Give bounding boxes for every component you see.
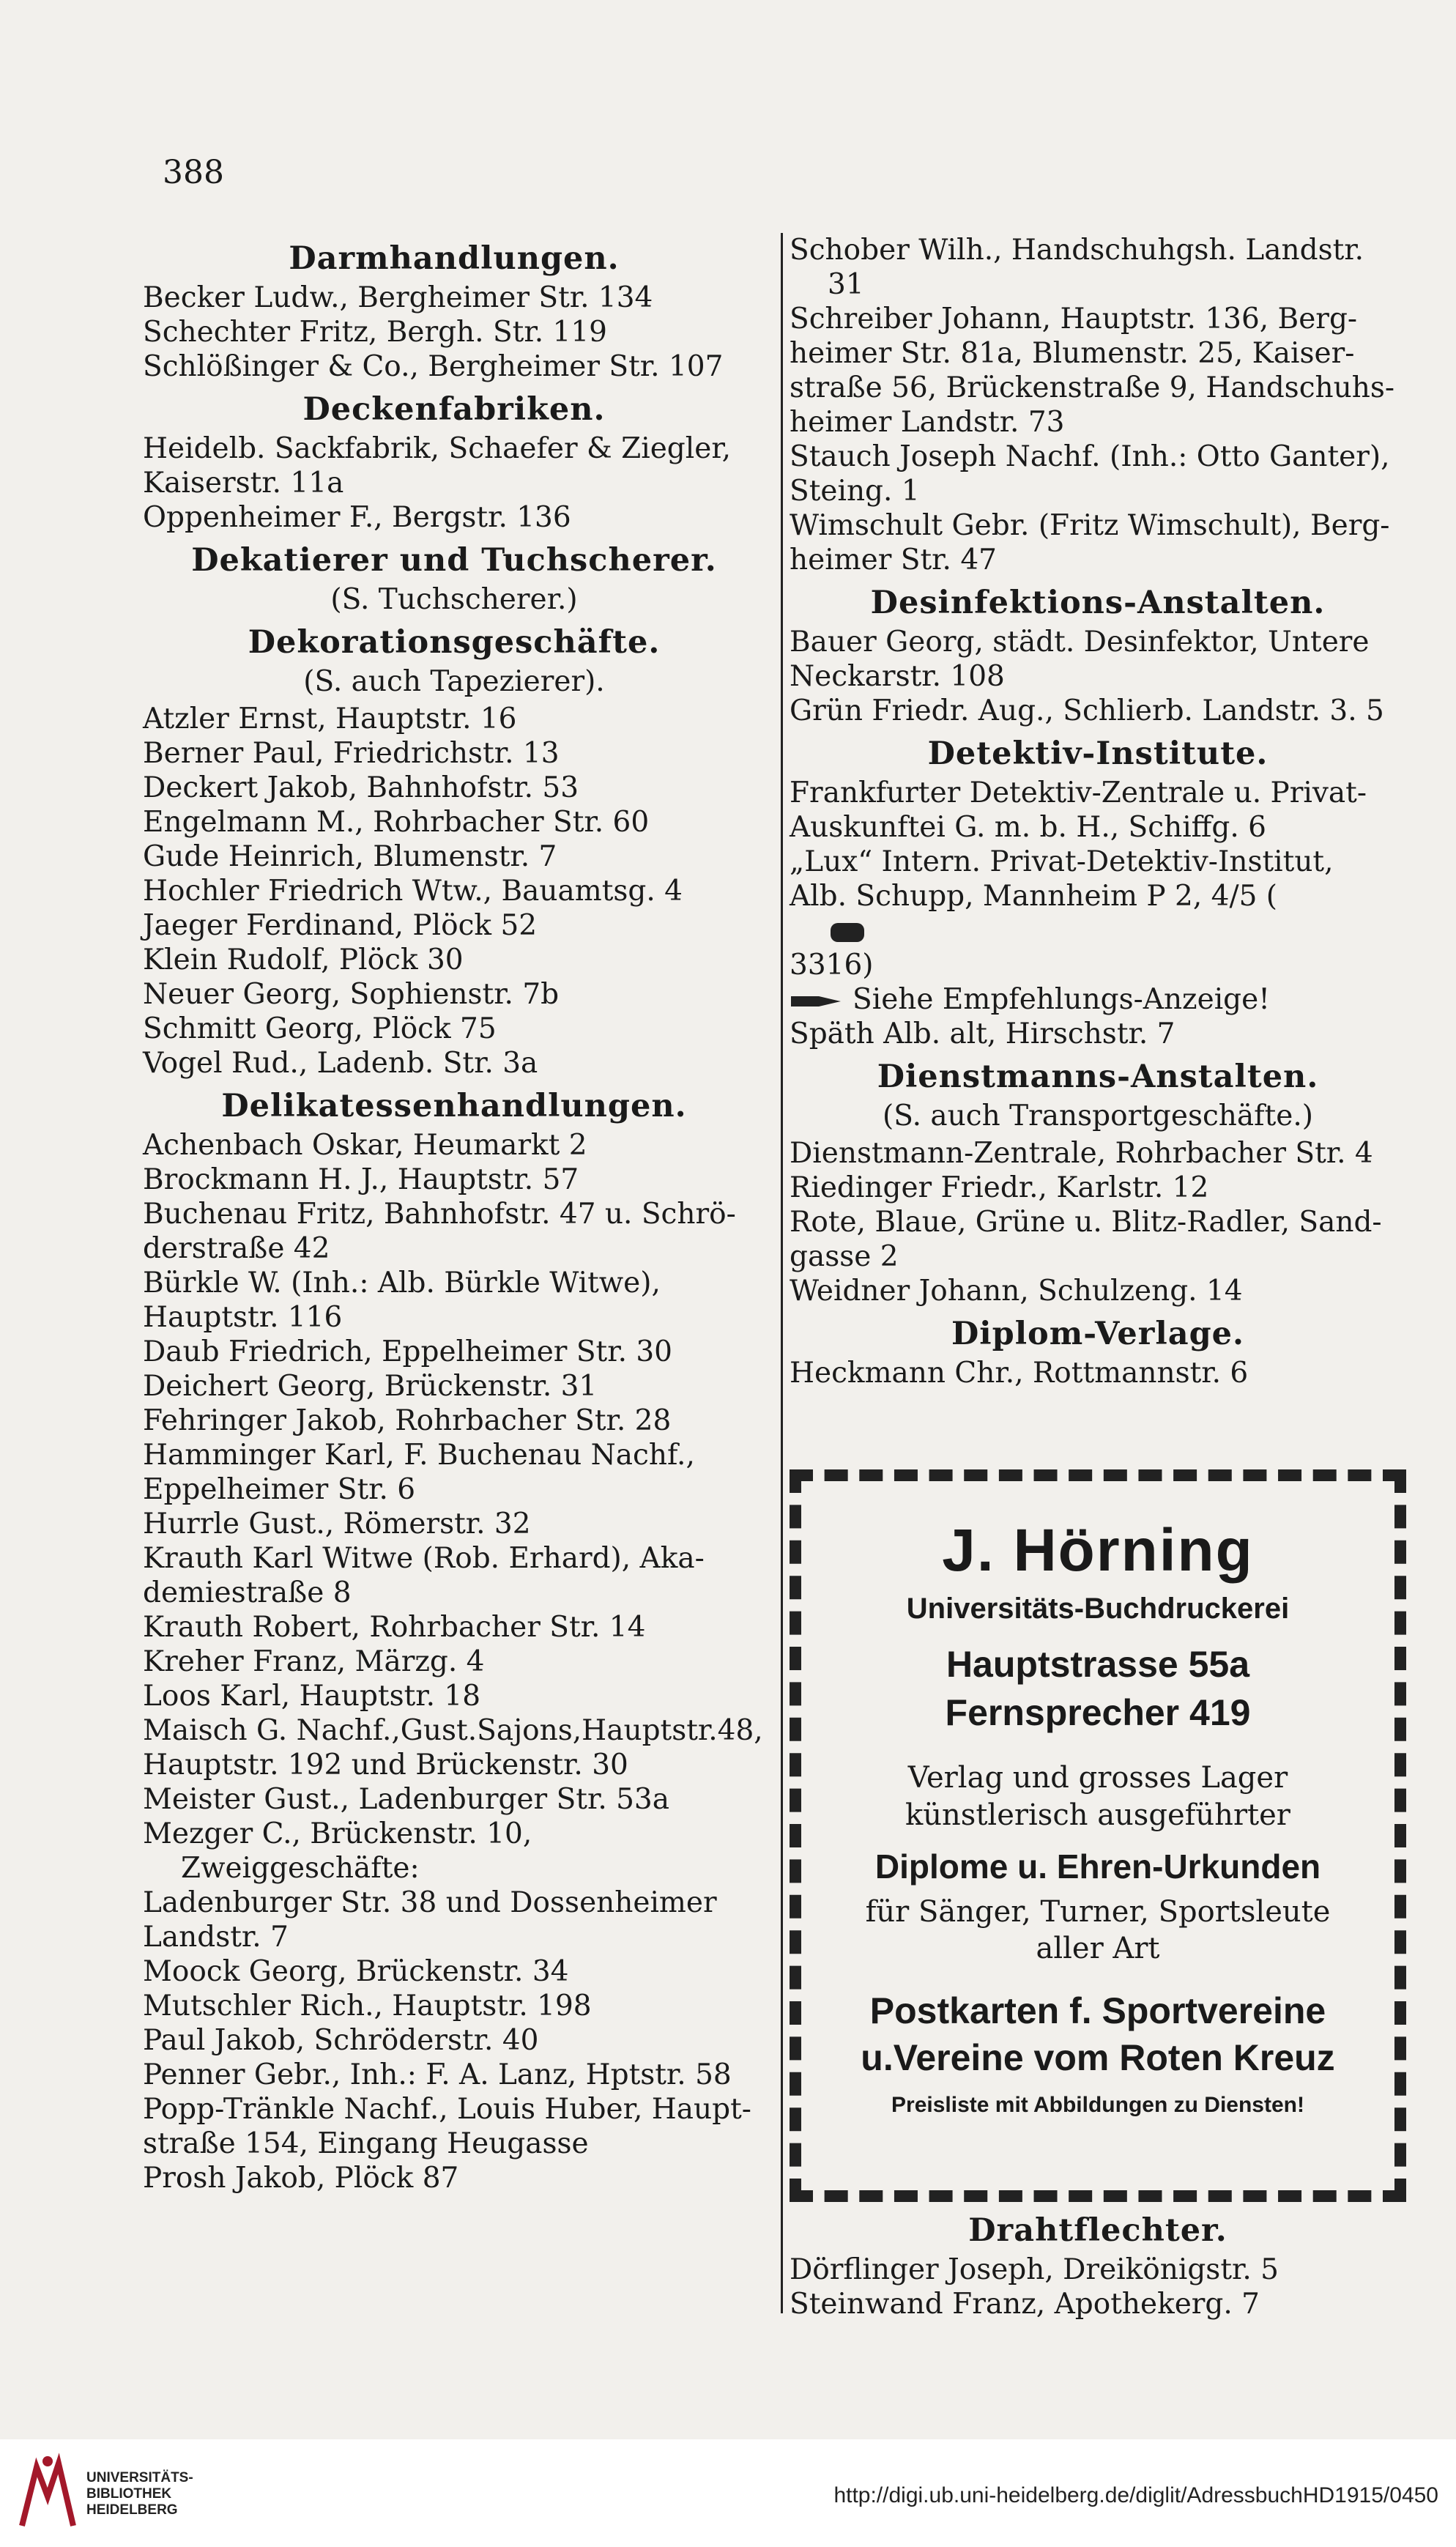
pointing-hand-icon xyxy=(790,992,842,1011)
list-item xyxy=(143,702,765,736)
source-url-link[interactable]: http://digi.ub.uni-heidelberg.de/diglit/AdressbuchHD1915/0450 xyxy=(833,2483,1438,2507)
list-item xyxy=(790,845,1406,982)
library-seal-icon xyxy=(15,2453,81,2533)
list-item xyxy=(143,1012,765,1046)
list-item xyxy=(143,281,765,315)
section-heading: Dekatierer und Tuchscherer. xyxy=(191,542,717,579)
entry-line: Wimschult Gebr. (Fritz Wimschult), Berg- xyxy=(790,509,1390,542)
entry-line: heimer Landstr. 73 xyxy=(790,406,1065,439)
entry-line: demiestraße 8 xyxy=(143,1576,352,1609)
section-heading: Darmhandlungen. xyxy=(289,240,620,277)
entry-line: 3316) xyxy=(790,949,874,982)
entry-line: Bürkle W. (Inh.: Alb. Bürkle Witwe), xyxy=(143,1267,661,1300)
entry-line: Oppenheimer F., Bergstr. 136 xyxy=(143,501,571,534)
entry-line: straße 154, Eingang Heugasse xyxy=(143,2127,589,2160)
entry-line: Dienstmann-Zentrale, Rohrbacher Str. 4 xyxy=(790,1137,1373,1170)
entry-line: straße 56, Brückenstraße 9, Handschuhs- xyxy=(790,371,1395,404)
entry-line: Loos Karl, Hauptstr. 18 xyxy=(143,1680,481,1713)
entry-line: Riedinger Friedr., Karlstr. 12 xyxy=(790,1171,1209,1204)
ad-line8: Preisliste mit Abbildungen zu Diensten! xyxy=(891,2093,1304,2117)
list-item xyxy=(790,508,1406,577)
list-item xyxy=(143,1128,765,1163)
entry-line: Achenbach Oskar, Heumarkt 2 xyxy=(143,1129,587,1162)
ad-phone: Fernsprecher 419 xyxy=(945,1692,1251,1733)
entry-line: Rote, Blaue, Grüne u. Blitz-Radler, Sand- xyxy=(790,1206,1382,1239)
column-divider xyxy=(781,233,783,2313)
entry-line: Gude Heinrich, Blumenstr. 7 xyxy=(143,840,557,873)
entry-line: Siehe Empfehlungs-Anzeige! xyxy=(853,983,1270,1016)
list-item xyxy=(143,1782,765,1817)
entry-line: Moock Georg, Brückenstr. 34 xyxy=(143,1955,569,1988)
list-item xyxy=(143,1679,765,1713)
entry-line: Neuer Georg, Sophienstr. 7b xyxy=(143,978,560,1011)
list-item xyxy=(143,874,765,908)
page-number: 388 xyxy=(163,154,224,191)
section-heading: Desinfektions-Anstalten. xyxy=(870,585,1326,621)
entry-line: Fehringer Jakob, Rohrbacher Str. 28 xyxy=(143,1404,672,1437)
entry-line: Heckmann Chr., Rottmannstr. 6 xyxy=(790,1357,1249,1390)
list-item xyxy=(143,839,765,874)
entry-line: Eppelheimer Str. 6 xyxy=(143,1473,416,1506)
entry-line: Krauth Karl Witwe (Rob. Erhard), Aka- xyxy=(143,1542,705,1575)
section-heading: Dekorationsgeschäfte. xyxy=(248,624,661,661)
entry-line: Kaiserstr. 11a xyxy=(143,467,344,500)
entry-line: Neckarstr. 108 xyxy=(790,660,1005,693)
list-item xyxy=(143,1713,765,1782)
ad-subtitle: Universitäts-Buchdruckerei xyxy=(906,1593,1290,1625)
list-item xyxy=(143,1266,765,1335)
entry-line: Weidner Johann, Schulzeng. 14 xyxy=(790,1275,1243,1308)
list-item xyxy=(143,1046,765,1080)
section-note: (S. auch Tapezierer). xyxy=(303,665,605,698)
section-heading: Delikatessenhandlungen. xyxy=(221,1088,687,1124)
section-heading: Dienstmanns-Anstalten. xyxy=(877,1059,1319,1095)
entry-line: Landstr. 7 xyxy=(143,1921,289,1954)
list-item xyxy=(143,1541,765,1610)
entry-line: Hochler Friedrich Wtw., Bauamtsg. 4 xyxy=(143,875,683,908)
entry-line: Prosh Jakob, Plöck 87 xyxy=(143,2162,459,2195)
entry-line: „Lux“ Intern. Privat-Detektiv-Institut, xyxy=(790,845,1334,878)
entry-line: Deichert Georg, Brückenstr. 31 xyxy=(143,1370,598,1403)
list-item xyxy=(143,1645,765,1679)
entry-line: Engelmann M., Rohrbacher Str. 60 xyxy=(143,806,650,839)
list-item xyxy=(790,1274,1406,1308)
section-note: (S. Tuchscherer.) xyxy=(330,583,578,616)
list-item xyxy=(143,431,765,500)
list-item xyxy=(790,440,1406,508)
entry-line: Schober Wilh., Handschuhgsh. Landstr. 31 xyxy=(790,234,1364,301)
list-item xyxy=(143,736,765,771)
ad-address: Hauptstrasse 55a xyxy=(946,1644,1250,1685)
hoerning-advertisement xyxy=(790,1469,1406,2202)
list-item xyxy=(790,1205,1406,1274)
entry-line: Jaeger Ferdinand, Plöck 52 xyxy=(143,909,538,942)
entry-line: Buchenau Fritz, Bahnhofstr. 47 u. Schrö- xyxy=(143,1198,736,1231)
entry-line: Daub Friedrich, Eppelheimer Str. 30 xyxy=(143,1335,672,1368)
entry-line: Kreher Franz, Märzg. 4 xyxy=(143,1645,485,1678)
list-item xyxy=(143,2092,765,2161)
list-item xyxy=(790,1136,1406,1171)
entry-line: Grün Friedr. Aug., Schlierb. Landstr. 3. 5 xyxy=(790,694,1384,727)
drahtflechter-section xyxy=(790,2205,1406,2321)
entry-line: Maisch G. Nachf.,Gust.Sajons,Hauptstr.48, xyxy=(143,1714,763,1747)
list-item xyxy=(143,1610,765,1645)
entry-line: Popp-Tränkle Nachf., Louis Huber, Haupt- xyxy=(143,2093,751,2126)
list-item xyxy=(143,1989,765,2023)
list-item xyxy=(143,315,765,349)
list-item xyxy=(143,1197,765,1266)
footer-bar xyxy=(0,2439,1456,2547)
list-item xyxy=(143,805,765,839)
entry-line: Schreiber Johann, Hauptstr. 136, Berg- xyxy=(790,303,1358,335)
right-column xyxy=(790,233,1406,1390)
left-column xyxy=(143,233,765,2195)
entry-line: Bauer Georg, städt. Desinfektor, Untere xyxy=(790,626,1370,659)
list-item xyxy=(143,908,765,943)
entry-line: Hamminger Karl, F. Buchenau Nachf., xyxy=(143,1439,695,1472)
list-item xyxy=(790,1017,1406,1051)
entry-line: Hauptstr. 116 xyxy=(143,1301,343,1334)
list-item xyxy=(143,2161,765,2195)
entry-line: Penner Gebr., Inh.: F. A. Lanz, Hptstr. 58 xyxy=(143,2058,732,2091)
entry-line: gasse 2 xyxy=(790,1240,899,1273)
list-item xyxy=(143,1369,765,1404)
entry-line: Meister Gust., Ladenburger Str. 53a xyxy=(143,1783,669,1816)
ad-line6: Postkarten f. Sportvereine xyxy=(869,1990,1326,2031)
list-item xyxy=(790,982,1406,1017)
entry-line: Mezger C., Brückenstr. 10, Zweiggeschäfte: xyxy=(143,1817,532,1885)
ad-line7: u.Vereine vom Roten Kreuz xyxy=(861,2037,1335,2078)
library-logo-text: UNIVERSITÄTS- BIBLIOTHEK HEIDELBERG xyxy=(86,2470,193,2518)
list-item xyxy=(143,2023,765,2058)
entry-line: Steing. 1 xyxy=(790,475,920,508)
entry-line: Späth Alb. alt, Hirschstr. 7 xyxy=(790,1017,1175,1050)
ad-line2: künstlerisch ausgeführter xyxy=(905,1798,1290,1832)
entry-line: heimer Str. 81a, Blumenstr. 25, Kaiser- xyxy=(790,337,1355,370)
list-item xyxy=(143,943,765,977)
list-item xyxy=(143,977,765,1012)
entry-line: heimer Str. 47 xyxy=(790,544,997,576)
entry-line: Schmitt Georg, Plöck 75 xyxy=(143,1012,497,1045)
entry-line: Hurrle Gust., Römerstr. 32 xyxy=(143,1508,531,1541)
ad-line5: aller Art xyxy=(1036,1932,1160,1965)
entry-line: Frankfurter Detektiv-Zentrale u. Privat- xyxy=(790,776,1367,809)
entry-line: Paul Jakob, Schröderstr. 40 xyxy=(143,2024,539,2057)
entry-line: Atzler Ernst, Hauptstr. 16 xyxy=(143,702,517,735)
list-item xyxy=(143,1438,765,1507)
list-item xyxy=(790,776,1406,845)
list-item xyxy=(143,1817,765,1954)
entry-line: Stauch Joseph Nachf. (Inh.: Otto Ganter), xyxy=(790,440,1390,473)
list-item: Dörflinger Joseph, Dreikönigstr. 5 xyxy=(790,2253,1279,2286)
entry-line: Vogel Rud., Ladenb. Str. 3a xyxy=(143,1047,538,1080)
list-item xyxy=(143,771,765,805)
list-item xyxy=(790,625,1406,694)
list-item xyxy=(143,1335,765,1369)
entry-line: Auskunftei G. m. b. H., Schiffg. 6 xyxy=(790,811,1266,844)
entry-line: Hauptstr. 192 und Brückenstr. 30 xyxy=(143,1749,628,1782)
entry-line: Heidelb. Sackfabrik, Schaefer & Ziegler, xyxy=(143,432,732,465)
list-item xyxy=(143,1507,765,1541)
list-item: Steinwand Franz, Apothekerg. 7 xyxy=(790,2288,1260,2321)
section-note: (S. auch Transportgeschäfte.) xyxy=(883,1100,1313,1132)
entry-line: Becker Ludw., Bergheimer Str. 134 xyxy=(143,281,653,314)
entry-line: Schechter Fritz, Bergh. Str. 119 xyxy=(143,316,607,349)
list-item xyxy=(790,302,1406,440)
telephone-icon xyxy=(831,923,864,942)
entry-line: Klein Rudolf, Plöck 30 xyxy=(143,943,464,976)
list-item xyxy=(143,2058,765,2092)
section-heading: Detektiv-Institute. xyxy=(927,735,1269,772)
ad-line3: Diplome u. Ehren-Urkunden xyxy=(874,1847,1321,1886)
ad-line4: für Sänger, Turner, Sportsleute xyxy=(865,1895,1331,1929)
entry-line: Brockmann H. J., Hauptstr. 57 xyxy=(143,1163,579,1196)
entry-line: Mutschler Rich., Hauptstr. 198 xyxy=(143,1990,592,2023)
list-item xyxy=(790,694,1406,728)
list-item xyxy=(790,1171,1406,1205)
list-item xyxy=(143,1954,765,1989)
entry-line: derstraße 42 xyxy=(143,1232,330,1265)
section-heading: Diplom-Verlage. xyxy=(951,1316,1244,1352)
ad-line1: Verlag und grosses Lager xyxy=(907,1761,1288,1795)
list-item xyxy=(790,233,1406,302)
entry-line: Krauth Robert, Rohrbacher Str. 14 xyxy=(143,1611,646,1644)
entry-line: Schlößinger & Co., Bergheimer Str. 107 xyxy=(143,350,724,383)
list-item xyxy=(143,1163,765,1197)
section-heading: Drahtflechter. xyxy=(968,2212,1227,2249)
ad-company: J. Hörning xyxy=(942,1517,1254,1584)
entry-line: Ladenburger Str. 38 und Dossenheimer xyxy=(143,1886,717,1919)
list-item xyxy=(143,500,765,535)
entry-line: Deckert Jakob, Bahnhofstr. 53 xyxy=(143,771,579,804)
list-item xyxy=(143,1404,765,1438)
list-item xyxy=(790,1356,1406,1390)
entry-line: Berner Paul, Friedrichstr. 13 xyxy=(143,737,560,770)
list-item xyxy=(143,349,765,384)
entry-line: Alb. Schupp, Mannheim P 2, 4/5 ( xyxy=(790,880,1278,913)
section-heading: Deckenfabriken. xyxy=(302,391,606,428)
